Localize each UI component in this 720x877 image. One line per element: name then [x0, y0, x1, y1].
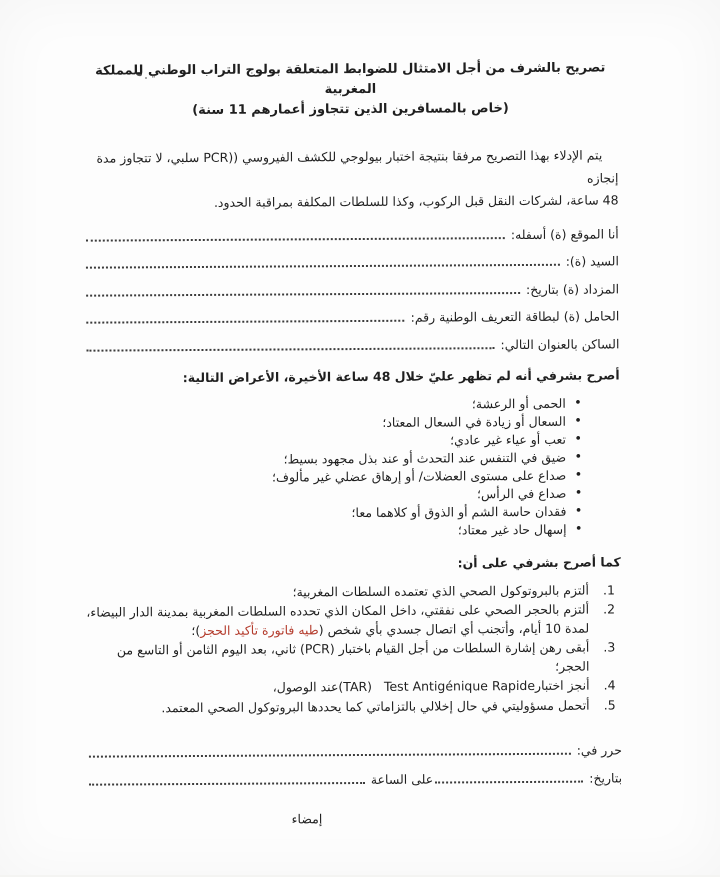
item-number: 3.	[589, 639, 615, 676]
field-national-id-fill-line	[86, 319, 404, 324]
document-subtitle: (خاص بالمسافرين الذين تتجاوز أعمارهم 11 سنة)	[83, 99, 618, 122]
field-date-time	[87, 770, 622, 788]
symptoms-heading: أصرح بشرفي أنه لم تظهر عليّ خلال 48 ساعة الأخيرة، الأعراض التالية:	[85, 367, 620, 385]
symptom-item: • الحمى أو الرعشة؛	[85, 395, 582, 416]
field-undersigned-label: أنا الموقع (ة) أسفله:	[511, 226, 619, 242]
symptom-item: • صداع على مستوى العضلات/ أو إرهاق عضلي غير مألوف؛	[85, 467, 582, 488]
date-fill-line	[435, 780, 583, 784]
symptom-item: • ضيق في التنفس عند التحدث أو عند بذل مجهود بسيط؛	[85, 449, 582, 470]
commitment-item: 1. ألتزم بالبروتوكول الصحي الذي تعتمده السلطات المغربية؛	[86, 581, 615, 603]
signature-label: إمضاء	[262, 811, 322, 826]
commitment-item: 4. أنجز اختبار⁦(TAR) Test Antigénique Rapide⁩عند الوصول،	[86, 677, 615, 699]
time-label: على الساعة	[371, 771, 433, 786]
item-number: 1.	[589, 581, 615, 600]
commitment-item: 2. ألتزم بالحجر الصحي على نفقتي، داخل المكان الذي تحدده السلطات المغربية بمدينة الدار البيضاء، لمدة 10 أيام، وأتجنب أي اتصال جسدي بأي شخص (طيه فاتورة تأكيد الحجز)؛	[86, 601, 615, 641]
time-fill-line	[89, 781, 365, 786]
item-number: 5.	[590, 696, 616, 715]
field-issued-at	[87, 743, 622, 761]
field-national-id-label: الحامل (ة) لبطاقة التعريف الوطنية رقم:	[411, 309, 620, 325]
field-name-fill-line	[86, 263, 560, 269]
commitments-heading: كما أصرح بشرفي على أن:	[86, 554, 621, 572]
field-national-id	[84, 309, 619, 327]
symptom-item: • تعب أو عياء غير عادي؛	[85, 431, 582, 452]
field-birthdate	[84, 281, 619, 299]
item-number: 2.	[589, 601, 615, 638]
field-name	[84, 254, 619, 272]
document-title-block	[83, 58, 618, 122]
field-birthdate-label: المزداد (ة) بتاريخ:	[526, 281, 619, 297]
document-title: تصريح بالشرف من أجل الامتثال للضوابط المتعلقة بولوج التراب الوطني للمملكة المغربية	[83, 58, 618, 102]
field-undersigned	[84, 226, 619, 244]
intro-paragraph	[83, 145, 618, 216]
commitment-item: 3. أبقى رهن إشارة السلطات من أجل القيام باختبار ⁦(PCR)⁩ ثاني، بعد اليوم الثامن أو التاسع من الحجر؛	[86, 639, 615, 679]
form-footer	[87, 743, 622, 828]
date-label: بتاريخ:	[589, 770, 622, 785]
commitments-list	[86, 581, 622, 718]
issued-at-fill-line	[89, 752, 571, 758]
field-birthdate-fill-line	[86, 291, 520, 297]
field-name-label: السيد (ة):	[566, 254, 619, 269]
red-note-booking-invoice: طيه فاتورة تأكيد الحجز	[200, 622, 319, 638]
intro-line-1: يتم الإدلاء بهذا التصريح مرفقا بنتيجة اختبار بيولوجي للكشف الفيروسي ⁦PCR))⁩ سلبي، لا تتجاوز مدة إنجازه	[83, 145, 618, 193]
field-address-fill-line	[86, 346, 494, 351]
commitment-item: 5. أتحمل مسؤوليتي في حال إخلالي بالتزاماتي كما يحددها البروتوكول الصحي المعتمد.	[87, 696, 616, 718]
symptom-item: • السعال أو زيادة في السعال المعتاد؛	[85, 413, 582, 434]
field-undersigned-fill-line	[86, 236, 505, 242]
intro-line-2: 48 ساعة، لشركات النقل قبل الركوب، وكذا للسلطات المكلفة بمراقبة الحدود.	[84, 190, 619, 216]
item-number: 4.	[589, 677, 615, 696]
symptoms-list	[85, 394, 621, 541]
field-address-label: الساكن بالعنوان التالي:	[500, 336, 619, 352]
symptom-item: • فقدان حاسة الشم أو الذوق أو كلاهما معا؛	[85, 503, 582, 524]
field-address	[84, 336, 619, 354]
symptom-item: • صداع في الرأس؛	[85, 485, 582, 506]
symptom-item: • إسهال حاد غير معتاد؛	[86, 521, 583, 542]
issued-at-label: حرر في:	[577, 743, 622, 758]
